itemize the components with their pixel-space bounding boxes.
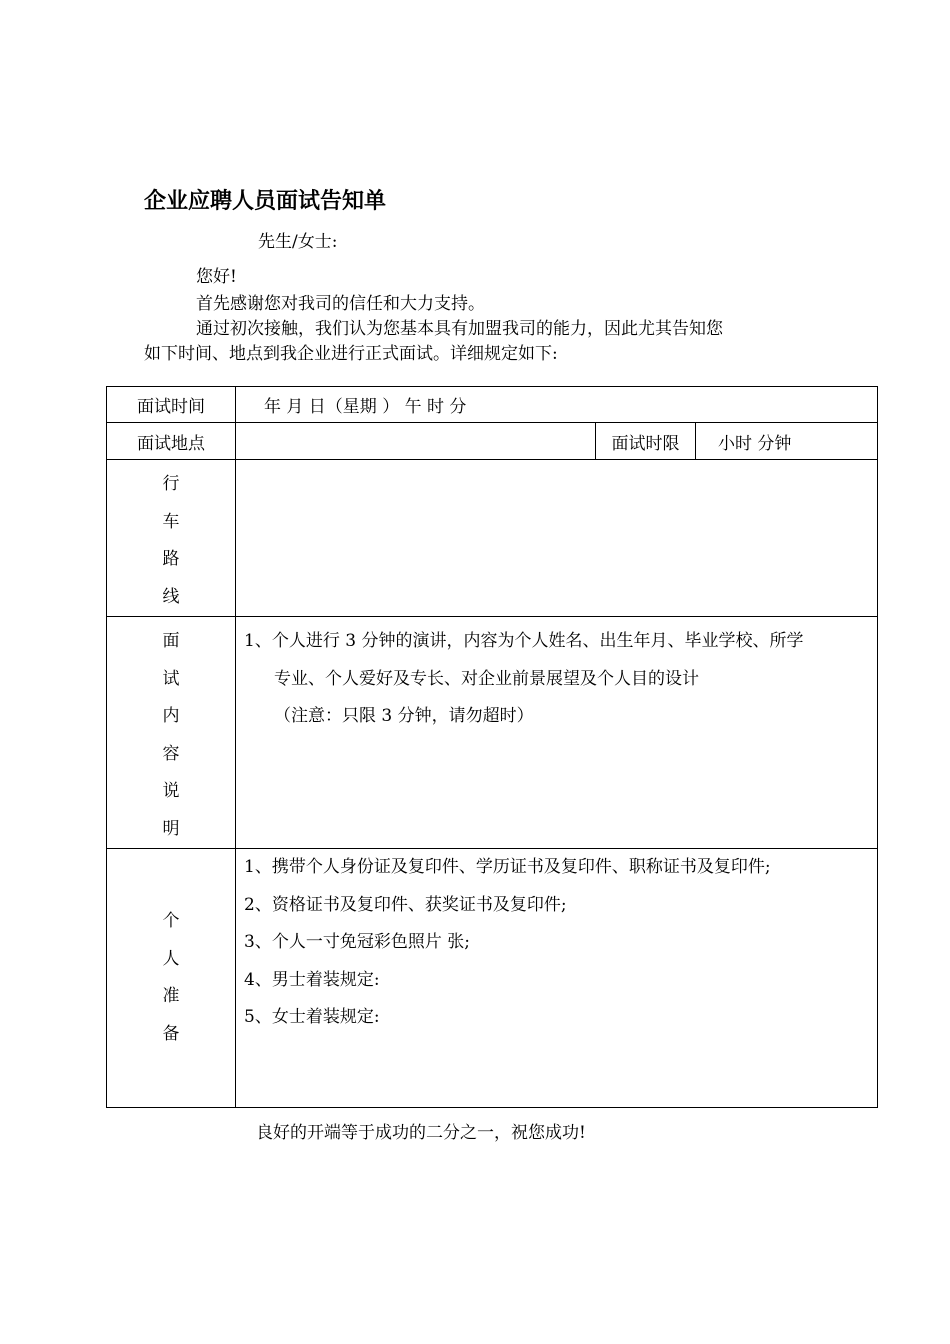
route-label-char: 车 [162, 511, 180, 532]
route-value [236, 460, 878, 617]
row-personal-preparation [107, 849, 878, 1108]
prep-item: 3、个人一寸免冠彩色照片 张; [244, 932, 470, 952]
prep-label-char: 备 [162, 1023, 180, 1044]
content-line: 1、个人进行 3 分钟的演讲，内容为个人姓名、出生年月、毕业学校、所学 [244, 631, 804, 651]
route-label-char: 线 [162, 586, 180, 607]
prep-label-cell [107, 849, 236, 1108]
route-label-char: 路 [162, 549, 180, 569]
content-label-char: 面 [162, 631, 180, 651]
prep-item: 2、资格证书及复印件、获奖证书及复印件; [244, 894, 567, 915]
footer-wish: 良好的开端等于成功的二分之一，祝您成功! [256, 1123, 586, 1143]
interview-form-table [106, 386, 878, 1108]
thanks-paragraph: 首先感谢您对我司的信任和大力支持。 [196, 294, 485, 314]
prep-item: 4、男士着装规定: [244, 969, 380, 990]
content-label-char: 内 [162, 706, 180, 726]
prep-label-char: 人 [162, 948, 180, 969]
row-interview-place [107, 423, 878, 460]
content-label-cell [107, 617, 236, 849]
content-label-char: 容 [162, 743, 180, 764]
notice-paragraph-line-2: 如下时间、地点到我企业进行正式面试。详细规定如下: [144, 344, 558, 364]
route-label-cell [107, 460, 236, 617]
prep-value [236, 849, 878, 1108]
content-note: （注意：只限 3 分钟，请勿超时） [274, 706, 534, 726]
document-title: 企业应聘人员面试告知单 [144, 188, 387, 214]
route-label [107, 460, 235, 616]
content-value [236, 617, 878, 849]
content-label-char: 明 [162, 818, 180, 839]
interview-place-value [236, 423, 596, 460]
prep-item: 5、女士着装规定: [244, 1007, 380, 1027]
row-route [107, 460, 878, 617]
interview-duration-label: 面试时限 [596, 423, 696, 460]
prep-item: 1、携带个人身份证及复印件、学历证书及复印件、职称证书及复印件; [244, 857, 771, 877]
prep-label [107, 849, 235, 1107]
interview-time-value: 年 月 日（星期 ） 午 时 分 [236, 387, 878, 423]
interview-place-label: 面试地点 [107, 423, 236, 460]
content-label [107, 617, 235, 848]
prep-label-char: 准 [162, 986, 180, 1006]
content-label-char: 说 [162, 781, 180, 801]
row-interview-time [107, 387, 878, 423]
interview-duration-value: 小时 分钟 [696, 423, 878, 460]
content-label-char: 试 [162, 668, 180, 689]
greeting: 您好! [196, 267, 237, 287]
content-line: 专业、个人爱好及专长、对企业前景展望及个人目的设计 [274, 668, 699, 689]
interview-time-label: 面试时间 [107, 387, 236, 423]
notice-paragraph-line-1: 通过初次接触，我们认为您基本具有加盟我司的能力，因此尤其告知您 [196, 319, 723, 339]
salutation: 先生/女士: [258, 232, 338, 252]
row-interview-content [107, 617, 878, 849]
prep-label-char: 个 [162, 911, 180, 931]
route-label-char: 行 [162, 474, 180, 494]
